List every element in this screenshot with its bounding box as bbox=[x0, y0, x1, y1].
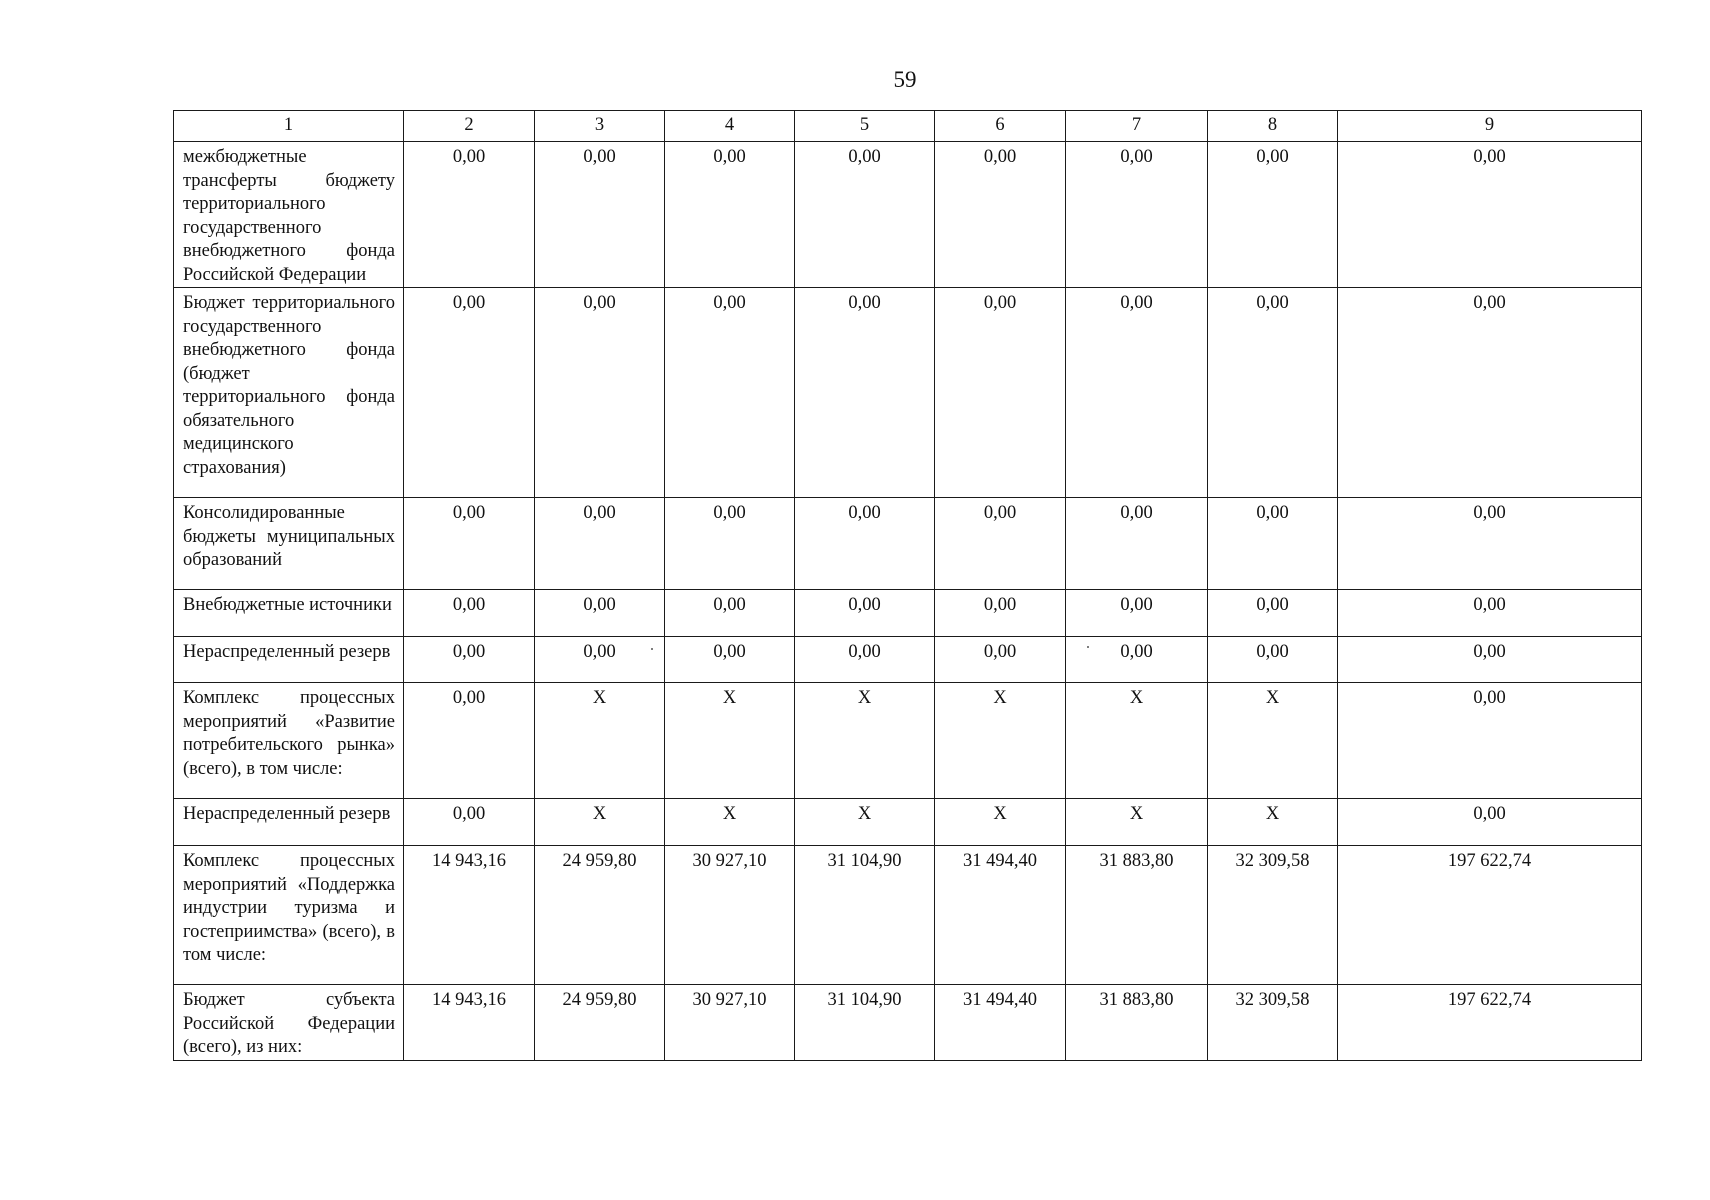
value-cell-col-2: 14 943,16 bbox=[404, 846, 535, 985]
value-cell-col-3: X bbox=[535, 799, 665, 846]
value-cell-col-2: 0,00 bbox=[404, 288, 535, 498]
value-cell-col-3: 24 959,80 bbox=[535, 985, 665, 1061]
value-cell-col-7: 0,00 bbox=[1066, 637, 1208, 683]
value-cell-col-8: 0,00 bbox=[1208, 288, 1338, 498]
value-cell-col-6: 0,00 bbox=[935, 590, 1066, 637]
value-cell-col-5: 0,00 bbox=[795, 498, 935, 590]
value-cell-col-4: X bbox=[665, 799, 795, 846]
row-label: Бюджет субъекта Российской Федерации (всего), из них: bbox=[174, 985, 404, 1061]
column-header-9: 9 bbox=[1338, 111, 1642, 142]
value-cell-col-5: 31 104,90 bbox=[795, 985, 935, 1061]
column-header-6: 6 bbox=[935, 111, 1066, 142]
value-cell-col-6: 31 494,40 bbox=[935, 846, 1066, 985]
value-cell-col-7: 31 883,80 bbox=[1066, 985, 1208, 1061]
value-cell-col-2: 0,00 bbox=[404, 498, 535, 590]
value-cell-col-4: 30 927,10 bbox=[665, 985, 795, 1061]
value-cell-col-4: 30 927,10 bbox=[665, 846, 795, 985]
value-cell-col-6: 0,00 bbox=[935, 637, 1066, 683]
value-cell-col-5: X bbox=[795, 683, 935, 799]
value-cell-col-8: 0,00 bbox=[1208, 142, 1338, 288]
table-row bbox=[174, 288, 1642, 498]
value-cell-col-9: 0,00 bbox=[1338, 142, 1642, 288]
value-cell-col-8: X bbox=[1208, 799, 1338, 846]
value-cell-col-8: X bbox=[1208, 683, 1338, 799]
value-cell-col-9: 0,00 bbox=[1338, 637, 1642, 683]
page-number: 59 bbox=[893, 67, 917, 92]
row-label: Комплекс процессных мероприятий «Поддержка индустрии туризма и гостеприимства» (всего), в том числе: bbox=[174, 846, 404, 985]
value-cell-col-7: 0,00 bbox=[1066, 498, 1208, 590]
value-cell-col-6: 0,00 bbox=[935, 498, 1066, 590]
table-row bbox=[174, 590, 1642, 637]
value-cell-col-9: 0,00 bbox=[1338, 799, 1642, 846]
value-cell-col-6: 0,00 bbox=[935, 142, 1066, 288]
value-cell-col-7: X bbox=[1066, 799, 1208, 846]
row-label: межбюджетные трансферты бюджету территориального государственного внебюджетного фонда Российской Федерации bbox=[174, 142, 404, 288]
column-header-8: 8 bbox=[1208, 111, 1338, 142]
value-cell-col-7: 0,00 bbox=[1066, 288, 1208, 498]
table-row bbox=[174, 498, 1642, 590]
value-cell-col-9: 0,00 bbox=[1338, 590, 1642, 637]
value-cell-col-4: 0,00 bbox=[665, 637, 795, 683]
value-cell-col-5: 0,00 bbox=[795, 637, 935, 683]
value-cell-col-6: X bbox=[935, 683, 1066, 799]
value-cell-col-9: 197 622,74 bbox=[1338, 846, 1642, 985]
value-cell-col-6: 31 494,40 bbox=[935, 985, 1066, 1061]
row-label: Консолидированные бюджеты муниципальных образований bbox=[174, 498, 404, 590]
value-cell-col-4: 0,00 bbox=[665, 142, 795, 288]
value-cell-col-8: 32 309,58 bbox=[1208, 846, 1338, 985]
value-cell-col-3: 0,00 bbox=[535, 288, 665, 498]
value-cell-col-2: 0,00 bbox=[404, 142, 535, 288]
value-cell-col-3: 0,00 bbox=[535, 590, 665, 637]
value-cell-col-9: 197 622,74 bbox=[1338, 985, 1642, 1061]
value-cell-col-2: 0,00 bbox=[404, 637, 535, 683]
row-label: Нераспределенный резерв bbox=[174, 799, 404, 846]
table-row bbox=[174, 683, 1642, 799]
column-header-7: 7 bbox=[1066, 111, 1208, 142]
column-header-4: 4 bbox=[665, 111, 795, 142]
column-header-2: 2 bbox=[404, 111, 535, 142]
table-row bbox=[174, 985, 1642, 1061]
value-cell-col-2: 0,00 bbox=[404, 799, 535, 846]
row-label: Внебюджетные источники bbox=[174, 590, 404, 637]
value-cell-col-4: 0,00 bbox=[665, 590, 795, 637]
table-row bbox=[174, 846, 1642, 985]
column-header-5: 5 bbox=[795, 111, 935, 142]
table-row bbox=[174, 637, 1642, 683]
value-cell-col-2: 14 943,16 bbox=[404, 985, 535, 1061]
value-cell-col-3: 0,00 bbox=[535, 637, 665, 683]
column-header-3: 3 bbox=[535, 111, 665, 142]
row-label: Комплекс процессных мероприятий «Развитие потребительского рынка» (всего), в том числе: bbox=[174, 683, 404, 799]
table-row bbox=[174, 799, 1642, 846]
scan-speck bbox=[651, 648, 653, 650]
value-cell-col-7: 31 883,80 bbox=[1066, 846, 1208, 985]
financing-table bbox=[173, 110, 1642, 1061]
value-cell-col-8: 0,00 bbox=[1208, 637, 1338, 683]
value-cell-col-8: 0,00 bbox=[1208, 498, 1338, 590]
value-cell-col-7: 0,00 bbox=[1066, 590, 1208, 637]
column-number-row bbox=[174, 111, 1642, 142]
value-cell-col-7: 0,00 bbox=[1066, 142, 1208, 288]
value-cell-col-4: 0,00 bbox=[665, 288, 795, 498]
value-cell-col-3: X bbox=[535, 683, 665, 799]
table-row bbox=[174, 142, 1642, 288]
row-label: Бюджет территориального государственного внебюджетного фонда (бюджет территориального фонда обязательного медицинского страхования) bbox=[174, 288, 404, 498]
value-cell-col-4: X bbox=[665, 683, 795, 799]
value-cell-col-3: 0,00 bbox=[535, 498, 665, 590]
value-cell-col-4: 0,00 bbox=[665, 498, 795, 590]
value-cell-col-9: 0,00 bbox=[1338, 288, 1642, 498]
value-cell-col-5: X bbox=[795, 799, 935, 846]
column-header-1: 1 bbox=[174, 111, 404, 142]
row-label: Нераспределенный резерв bbox=[174, 637, 404, 683]
value-cell-col-5: 0,00 bbox=[795, 142, 935, 288]
value-cell-col-5: 31 104,90 bbox=[795, 846, 935, 985]
value-cell-col-6: 0,00 bbox=[935, 288, 1066, 498]
value-cell-col-3: 0,00 bbox=[535, 142, 665, 288]
value-cell-col-6: X bbox=[935, 799, 1066, 846]
value-cell-col-9: 0,00 bbox=[1338, 498, 1642, 590]
value-cell-col-7: X bbox=[1066, 683, 1208, 799]
value-cell-col-2: 0,00 bbox=[404, 590, 535, 637]
value-cell-col-9: 0,00 bbox=[1338, 683, 1642, 799]
value-cell-col-3: 24 959,80 bbox=[535, 846, 665, 985]
value-cell-col-8: 32 309,58 bbox=[1208, 985, 1338, 1061]
value-cell-col-8: 0,00 bbox=[1208, 590, 1338, 637]
value-cell-col-5: 0,00 bbox=[795, 590, 935, 637]
value-cell-col-2: 0,00 bbox=[404, 683, 535, 799]
scan-speck bbox=[1087, 646, 1089, 648]
value-cell-col-5: 0,00 bbox=[795, 288, 935, 498]
